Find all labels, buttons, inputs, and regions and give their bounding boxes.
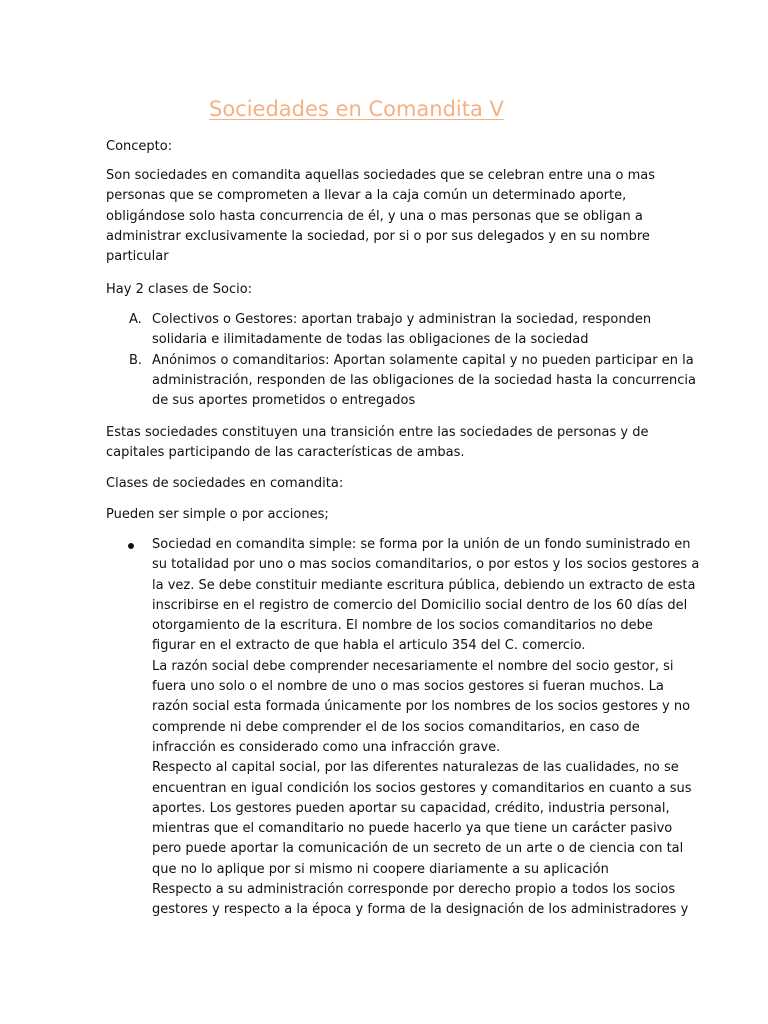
tipos-label: Pueden ser simple o por acciones; bbox=[106, 507, 329, 522]
paragraph-line: Son sociedades en comandita aquellas sociedades que se celebran entre una o mas bbox=[106, 168, 656, 183]
list-item-line: su totalidad por uno o mas socios comanditarios, o por estos y los socios gestores a bbox=[152, 557, 700, 573]
document-title: Sociedades en Comandita V bbox=[209, 97, 504, 121]
list-item-line: Anónimos o comanditarios: Aportan solamente capital y no pueden participar en la bbox=[152, 352, 694, 368]
list-marker: B. bbox=[129, 352, 143, 368]
list-item-line: Respecto al capital social, por las diferentes naturalezas de las cualidades, no se bbox=[152, 760, 679, 776]
list-item-line: gestores y respecto a la época y forma de la designación de los administradores y bbox=[152, 902, 689, 918]
paragraph-line: obligándose solo hasta concurrencia de él, y una o mas personas que se obligan a bbox=[106, 208, 643, 224]
list-item-line: pero puede aportar la comunicación de un secreto de un arte o de ciencia con tal bbox=[152, 841, 684, 857]
clases-socio-label: Hay 2 clases de Socio: bbox=[106, 282, 253, 297]
list-item-line: encuentran en igual condición los socios gestores y comanditarios en cuanto a sus bbox=[152, 780, 692, 796]
list-item-line: Respecto a su administración corresponde por derecho propio a todos los socios bbox=[152, 882, 676, 898]
paragraph-line: Estas sociedades constituyen una transición entre las sociedades de personas y de bbox=[106, 425, 649, 440]
list-item-line: comprende ni debe comprender el de los socios comanditarios, en caso de bbox=[152, 719, 640, 735]
list-item-line: fuera uno solo o el nombre de uno o mas socios gestores si fueran muchos. La bbox=[152, 679, 664, 695]
list-item-line: inscribirse en el registro de comercio del Domicilio social dentro de los 60 días del bbox=[152, 597, 688, 613]
clases-label: Clases de sociedades en comandita: bbox=[106, 476, 344, 491]
list-item-line: administración, responden de las obligaciones de la sociedad hasta la concurrencia bbox=[152, 372, 696, 388]
list-marker: A. bbox=[129, 312, 142, 327]
paragraph-line: capitales participando de las características de ambas. bbox=[106, 445, 465, 461]
tipos-list bbox=[106, 535, 700, 921]
list-item-line: de sus aportes prometidos o entregados bbox=[152, 393, 416, 409]
list-item bbox=[106, 310, 666, 351]
list-item-line: la vez. Se debe constituir mediante escritura pública, debiendo un extracto de esta bbox=[152, 577, 696, 593]
list-item bbox=[106, 535, 700, 921]
transicion-paragraph bbox=[106, 423, 666, 464]
list-item-line: Colectivos o Gestores: aportan trabajo y administran la sociedad, responden bbox=[152, 312, 652, 327]
list-item-line: infracción es considerado como una infracción grave. bbox=[152, 739, 501, 755]
list-item-line: Sociedad en comandita simple: se forma por la unión de un fondo suministrado en bbox=[152, 537, 691, 552]
list-item bbox=[106, 351, 696, 412]
list-item-line: figurar en el extracto de que habla el articulo 354 del C. comercio. bbox=[152, 638, 586, 654]
paragraph-line: administrar exclusivamente la sociedad, por si o por sus delegados y en su nombre bbox=[106, 228, 650, 244]
socios-list bbox=[106, 310, 696, 411]
paragraph-line: particular bbox=[106, 249, 169, 265]
concepto-paragraph bbox=[106, 166, 666, 267]
list-item-line: mientras que el comanditario no puede hacerlo ya que tiene un carácter pasivo bbox=[152, 821, 673, 837]
bullet-icon bbox=[128, 543, 134, 549]
list-item-line: razón social esta formada únicamente por los nombres de los socios gestores y no bbox=[152, 699, 691, 715]
list-item-line: que no lo aplique por si mismo ni coopere diariamente a su aplicación bbox=[152, 861, 609, 877]
paragraph-line: personas que se comprometen a llevar a la caja común un determinado aporte, bbox=[106, 188, 627, 204]
list-item-line: solidaria e ilimitadamente de todas las obligaciones de la sociedad bbox=[152, 332, 589, 348]
list-item-line: otorgamiento de la escritura. El nombre de los socios comanditarios no debe bbox=[152, 618, 653, 634]
list-item-line: La razón social debe comprender necesariamente el nombre del socio gestor, si bbox=[152, 658, 674, 674]
list-item-line: aportes. Los gestores pueden aportar su capacidad, crédito, industria personal, bbox=[152, 800, 670, 816]
concepto-label: Concepto: bbox=[106, 139, 173, 154]
